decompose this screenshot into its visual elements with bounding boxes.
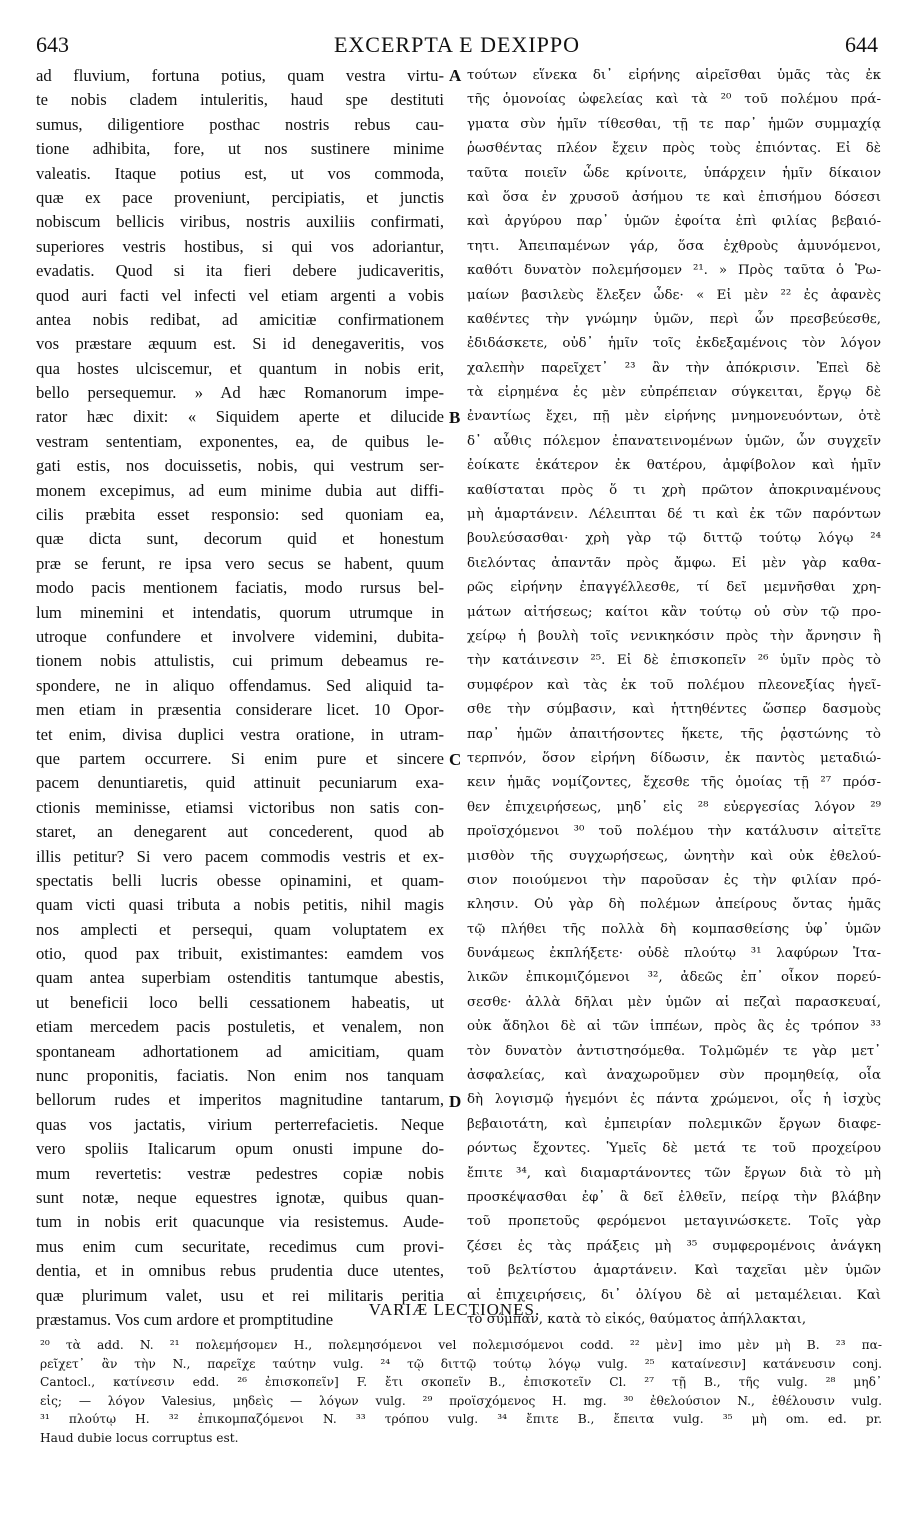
greek-text-line: τοῦ βελτίστου ἁμαρτάνειν. Καὶ ταχεῖαι μὲν ὑμῶν	[467, 1263, 881, 1279]
greek-text-line: βουλεύσασθαι· χρὴ γὰρ τῷ διττῷ τούτῳ λόγῳ ²⁴	[467, 531, 881, 547]
latin-text-line: gati estis, nos docuissetis, nobis, qui vestrum ser-	[36, 456, 444, 476]
latin-column	[36, 64, 444, 1332]
greek-text-line: χείρῳ ἡ βουλὴ τοῖς νενικηκόσιν πρὸς τὴν ἄρνησιν ἢ	[467, 628, 881, 644]
footnote-line: ρεῖχετ᾽ ἂν τὴν N., παρεῖχε ταύτην vulg. ²⁴ τῷ διττῷ τούτῳ λόγῳ vulg. ²⁵ καταίνεσιν] κατάνευσιν conj.	[40, 1356, 882, 1371]
latin-text-line: men etiam in præsentia considerare licet. 10 Opor-	[36, 700, 444, 720]
latin-text-line: lum minemini et intendatis, quorum utrumque in	[36, 602, 444, 622]
greek-text-line: κειν ἡμᾶς νομίζοντες, ἔχεσθε τῆς ὁμοίας τῇ ²⁷ πρόσ-	[467, 775, 881, 791]
latin-text-line: que partem occurrere. Si enim pure et sincere	[36, 748, 444, 768]
margin-marker-a: A	[449, 66, 462, 85]
latin-text-line: illis petitur? Si vero pacem commodis vestris et ex-	[36, 846, 444, 866]
latin-text-line: quæ dicta sunt, decorum quid et honestum	[36, 529, 444, 549]
latin-text-line: pacem denuntiaretis, quid attinuit pecuniarum exa-	[36, 773, 444, 793]
latin-text-line: utroque confundere et involvere videmini, dubita-	[36, 626, 444, 646]
margin-marker-c: C	[449, 750, 462, 769]
greek-text-line: τοῦ προπετοῦς φερόμενοι μεταγινώσκετε. Τοῖς γὰρ	[467, 1214, 881, 1230]
footnote-line: ²⁰ τὰ add. N. ²¹ πολεμήσομεν H., πολεμησόμενοι vel πολεμισόμενοι codd. ²² μὲν] imo μὲν μὴ B. ²³ πα-	[40, 1338, 882, 1352]
running-title: EXCERPTA E DEXIPPO	[333, 32, 581, 57]
greek-text-line: χαλεπὴν παρεῖχετ᾽ ²³ ἂν τὴν ἀπόκρισιν. Ἐπεὶ δὲ	[467, 360, 881, 376]
latin-text-line: vos præstare æquum est. Si id denegaveritis, vos	[36, 334, 444, 354]
latin-text-line: vestram sententiam, exponentes, ea, de quibus le-	[36, 431, 444, 451]
latin-text-line: sumus, diligentiore posthac nostris rebus cau-	[36, 114, 444, 134]
greek-text-line: σιον ποιούμενοι τὴν παροῦσαν ἐς τὴν φιλίαν πρό-	[467, 872, 881, 888]
latin-text-line: quam antea superbiam ostenditis tantumque abestis,	[36, 968, 444, 988]
latin-text-line: te nobis cladem intuleritis, haud spe destituti	[36, 90, 444, 110]
greek-text-line: καὶ ὅσα ἐν χρυσοῦ ἀσήμου τε καὶ ἐπισήμου δόσεσι	[467, 189, 881, 205]
greek-text-line: δὴ λογισμῷ ἡγεμόνι ἐς πάντα χρώμενοι, οἷς ἡ ἰσχὺς	[467, 1092, 881, 1108]
latin-text-line: quod auri facti vel infecti vel etiam argenti a vobis	[36, 285, 444, 305]
latin-text-line: quæ ex pace proveniunt, percipiatis, et junctis	[36, 187, 444, 207]
greek-text-line: κλησιν. Οὐ γὰρ δὴ πολέμων ἀπείρους ὄντας ἡμᾶς	[467, 897, 881, 913]
greek-text-line: γματα σὺν ἡμῖν τίθεσθαι, τῇ τε παρ᾽ ἡμῶν συμμαχίᾳ	[467, 116, 881, 132]
greek-text-line: ἐοίκατε ἑκάτερον ἐκ θατέρου, ἀμφίβολον καὶ ἡμῖν	[467, 458, 881, 474]
greek-text-line: τητι. Ἀπειπαμένων γάρ, ὅσα ἐχθροὺς ἀμυνόμενοι,	[467, 238, 881, 254]
latin-text-line: ctionis meminisse, etiamsi victoribus non satis con-	[36, 797, 444, 817]
greek-text-line: προϊσχόμενοι ³⁰ τοῦ πολέμου τὴν κατάλυσιν αἰτεῖτε	[467, 824, 881, 840]
greek-text-line: ἐναντίως ἔχει, πῇ μὲν εἰρήνης μνημονευόντων, ὁτὲ	[467, 409, 881, 425]
greek-text-line: ζέσει ἐς τὰς πράξεις μὴ ³⁵ συμφερομένοις ἀνάγκη	[467, 1238, 881, 1254]
latin-text-line: ut beneficii loco belli cessationem habeatis, ut	[36, 992, 444, 1012]
latin-text-line: antea nobis redibat, ad amicitiæ confirmationem	[36, 309, 444, 329]
latin-text-line: præ se ferunt, re ipsa vero secus se habent, quum	[36, 553, 444, 573]
latin-text-line: modo pacis mentionem faciatis, modo rursus bel-	[36, 578, 444, 598]
latin-text-line: mum revertetis: vestræ pedestres copiæ nobis	[36, 1163, 444, 1183]
footnote-line: Cantocl., κατίνεσιν edd. ²⁶ ἐπισκοπεῖν] F. ἔτι σκοπεῖν B., ἐπισκοτεῖν Cl. ²⁷ τῇ B., τῆς vulg. ²⁸ μηδ᾽	[40, 1375, 882, 1389]
greek-text-line: ἀσφαλείας, καὶ ἀναχωροῦμεν σὺν προμηθείᾳ, οἷα	[467, 1068, 881, 1084]
greek-text-line: συμφέρον καὶ τὰς ἐκ τοῦ πολέμου πλεονεξίας ἡγεῖ-	[467, 677, 881, 693]
greek-text-line: τῷ πλήθει τῆς πολλὰ δὴ κομπασθείσης ὑφ᾽ ὑμῶν	[467, 921, 881, 937]
latin-text-line: cilis præbita esset responsio: sed quoniam ea,	[36, 505, 444, 525]
latin-text-line: superiores vestris hostibus, si qui vos adoriantur,	[36, 236, 444, 256]
latin-text-line: nunc proponitis, faciatis. Non enim nos tanquam	[36, 1066, 444, 1086]
greek-text-line: τὸ σύμπαν, κατὰ τὸ εἰκός, θαύματος ἀπήλλακται,	[467, 1311, 807, 1327]
footnote-line: εἰς; — λόγον Valesius, μηδεὶς — λόγων vulg. ²⁹ προϊσχόμενος H. mg. ³⁰ ἐθελούσιον N., ἐθέλουσιν vulg.	[40, 1393, 882, 1408]
greek-text-line: ρόντως ἔχοντες. Ὑμεῖς δὲ μετά τε τοῦ προχείρου	[467, 1141, 881, 1157]
footnote-line: ³¹ πλούτῳ H. ³² ἐπικομπαζόμενοι N. ³³ τρόπου vulg. ³⁴ ἔπιτε B., ἔπειτα vulg. ³⁵ μὴ om. ed. pr.	[40, 1412, 882, 1426]
latin-text-line: vero spoliis Italicarum opum onusti impune do-	[36, 1139, 444, 1159]
latin-text-line: tum in nobis erit quacunque via resistemus. Aude-	[36, 1212, 444, 1232]
latin-text-line: monem excepimus, ad eum minime dubia aut diffi-	[36, 480, 444, 500]
latin-text-line: quas vos jactatis, virium perterrefacietis. Neque	[36, 1114, 444, 1134]
latin-text-line: quæ plurimum valet, usu et rei militaris peritia	[36, 1285, 444, 1305]
greek-text-line: δυνάμεως ἐκπλήξετε· οὐδὲ πλούτῳ ³¹ λαφύρων Ἰτα-	[467, 946, 881, 962]
page-number-left: 643	[36, 32, 69, 57]
greek-text-line: τούτων εἵνεκα δι᾽ εἰρήνης αἱρεῖσθαι ὑμᾶς τὰς ἐκ	[467, 68, 881, 83]
greek-text-line: τὴν κατάινεσιν ²⁵. Εἰ δὲ ἐπισκοπεῖν ²⁶ ὑμῖν πρὸς τὸ	[467, 653, 881, 669]
margin-marker-d: D	[449, 1092, 462, 1111]
greek-text-line: προσκέψασθαι ἐφ᾽ ἃ δεῖ ἐλθεῖν, πείρᾳ τὴν βλάβην	[467, 1189, 881, 1205]
greek-text-line: τῆς ὁμονοίας ὠφελείας καὶ τὰ ²⁰ τοῦ πολέμου πρά-	[467, 92, 881, 108]
latin-text-line: dentia, et in omnibus rebus prudentia duce utentes,	[36, 1261, 444, 1281]
greek-text-line: καθίσταται πρὸς ὅ τι χρὴ πρῶτον ἀποκριναμένους	[467, 482, 881, 498]
greek-text-line: ρῶς εἰρήνην ἐπαγγέλλεσθε, τί δεῖ μεμνῆσθαι χρη-	[467, 580, 881, 596]
latin-text-line: tione adhibita, fore, ut nos sustinere minime	[36, 139, 444, 159]
greek-text-line: αἱ ἐπιχειρήσεις, δι᾽ ὀλίγου δὲ αἱ μεταμέλειαι. Καὶ	[467, 1287, 881, 1303]
latin-text-line: sunt notæ, neque equestres ignotæ, quibus quan-	[36, 1187, 444, 1207]
greek-text-line: ταῦτα ποιεῖν ὧδε κρίνοιτε, ὑπάρχειν ἡμῖν δίκαιον	[467, 165, 881, 181]
greek-text-line: λικῶν ἐπικομιζόμενοι ³², ἀδεῶς ἐπ᾽ οἶκον πορεύ-	[467, 970, 881, 986]
latin-text-line: evadatis. Quod si ita fieri debere judicaveritis,	[36, 261, 444, 281]
greek-text-line: παρ᾽ ἡμῶν ἀπαιτήσοντες ἥκετε, τῆς ῥᾳστώνης τὸ	[467, 726, 881, 742]
latin-text-line: spontaneam adhortationem ad amicitiam, quam	[36, 1041, 444, 1061]
greek-text-line: δ᾽ αὖθις πόλεμον ἐπανατεινομένων ὑμῶν, ὧν συγχεῖν	[467, 433, 881, 449]
latin-text-line: quam victi quasi tributa a nobis petitis, nihil magis	[36, 895, 444, 915]
latin-text-line: otio, quod pax tribuit, existimantes: eamdem vos	[36, 944, 444, 964]
greek-text-line: καὶ ἀργύρου παρ᾽ ὑμῶν ἐφοίτα ἐπὶ φιλίας βεβαιό-	[467, 214, 881, 230]
latin-text-line: rator hæc dixit: « Siquidem aperte et dilucide	[36, 407, 444, 427]
page-number-right: 644	[845, 32, 878, 57]
latin-text-line: bellorum rudes et imperitos magnitudine tantarum,	[36, 1090, 444, 1110]
greek-text-line: μαίων βασιλεὺς ἔλεξεν ὧδε· « Εἰ μὲν ²² ἐς ἀφανὲς	[467, 287, 881, 303]
latin-text-line: spondere, ne in aliquo offendamus. Sed aliquid ta-	[36, 675, 444, 695]
greek-text-line: ῥωσθέντας πλέον ἔχειν πρὸς τοὺς ἐπιόντας. Εἰ δὲ	[467, 141, 881, 157]
latin-text-line: valeatis. Itaque potius est, ut vos commoda,	[36, 163, 444, 183]
latin-text-line: præstamus. Vos cum ardore et promptitudine	[36, 1309, 334, 1329]
latin-text-line: nobiscum bellicis viribus, nostris auxiliis confirmati,	[36, 212, 444, 232]
footnotes	[40, 1336, 882, 1447]
greek-text-line: ἔπιτε ³⁴, καὶ διαμαρτάνοντες τῶν ἔργων διὰ τὸ μὴ	[467, 1165, 881, 1181]
latin-text-line: nos amplecti et persequi, quam voluptatem ex	[36, 919, 444, 939]
greek-text-line: μάτων αἰτήσεως; καίτοι κἂν τούτῳ οὐ σὺν τῷ προ-	[467, 604, 881, 620]
greek-text-line: σεσθε· ἀλλὰ δῆλαι μὲν ὑμῶν αἱ πεζαὶ παρασκευαί,	[467, 994, 881, 1010]
latin-text-line: qua hostes ulciscemur, et quantum in nobis erit,	[36, 358, 444, 378]
latin-text-line: ad fluvium, fortuna potius, quam vestra virtu-	[36, 66, 444, 85]
greek-text-line: διελόντας ἀπαντᾶν πρὸς ἄμφω. Εἰ μὲν γὰρ καθα-	[467, 555, 881, 571]
latin-text-line: etiam mercedem pacis postuletis, et venalem, non	[36, 1017, 444, 1037]
greek-text-line: θεν ἐπιχειρήσεως, μηδ᾽ εἰς ²⁸ εὐεργεσίας λόγον ²⁹	[467, 799, 881, 815]
latin-text-line: bello persequemur. » Ad hæc Romanorum impe-	[36, 383, 444, 403]
greek-text-line: καθέντες τὴν γνώμην ὑμῶν, περὶ ὧν πρεσβεύεσθε,	[467, 311, 881, 327]
greek-text-line: οὐκ ἄδηλοι δὲ αἱ τῶν ἱππέων, πρὸς ἃς ἐς τρόπον ³³	[467, 1019, 881, 1035]
latin-text-line: mus enim cum securitate, recedimus cum provi-	[36, 1236, 444, 1256]
footnote-line: Haud dubie locus corruptus est.	[40, 1430, 239, 1445]
greek-text-line: τερπνόν, ὅσον εἰρήνη δίδωσιν, ἐκ παντὸς μεταδιώ-	[467, 750, 881, 766]
greek-text-line: μὴ ἁμαρτάνειν. Λέλειπται δέ τι καὶ ἐκ τῶν παρόντων	[467, 507, 881, 523]
greek-text-line: σθε τὴν σύμβασιν, καὶ ἡττηθέντες ὥσπερ δασμοὺς	[467, 702, 881, 718]
greek-text-line: τὰ εἰρημένα ἐς μὲν εὐπρέπειαν σύγκειται, ἔργῳ δὲ	[467, 385, 881, 401]
greek-text-line: μισθὸν τῆς συγχωρήσεως, ὠνητὴν καὶ οὐκ ἐθελού-	[467, 848, 881, 864]
greek-text-line: τὸν δυνατὸν ἀντιστησόμεθα. Τολμῶμέν τε γὰρ μετ᾽	[467, 1043, 881, 1059]
greek-text-line: βεβαιοτάτη, καὶ ἐμπειρίαν πολεμικῶν ἔργων διαφε-	[467, 1116, 881, 1132]
latin-text-line: staret, an denegarent aut concederent, quod ab	[36, 822, 444, 842]
margin-marker-b: B	[449, 408, 461, 427]
latin-text-line: tionem nobis attulistis, cui primum debeamus re-	[36, 651, 444, 671]
page-header	[36, 26, 878, 60]
greek-text-line: καθότι δυνατὸν πολεμήσομεν ²¹. » Πρὸς ταῦτα ὁ Ῥω-	[467, 263, 881, 279]
latin-text-line: spectatis belli lucris obesse opinamini, et quam-	[36, 870, 444, 890]
greek-text-line: ἐδιδάσκετε, οὐδ᾽ ἡμῖν τοῖς ἐκδεξαμένοις τὸν λόγον	[467, 336, 881, 352]
greek-column	[467, 64, 881, 1332]
latin-text-line: tet enim, divisa duplici vestra oratione, in utram-	[36, 724, 444, 744]
variae-lectiones-title: VARIÆ LECTIONES.	[368, 1300, 541, 1319]
